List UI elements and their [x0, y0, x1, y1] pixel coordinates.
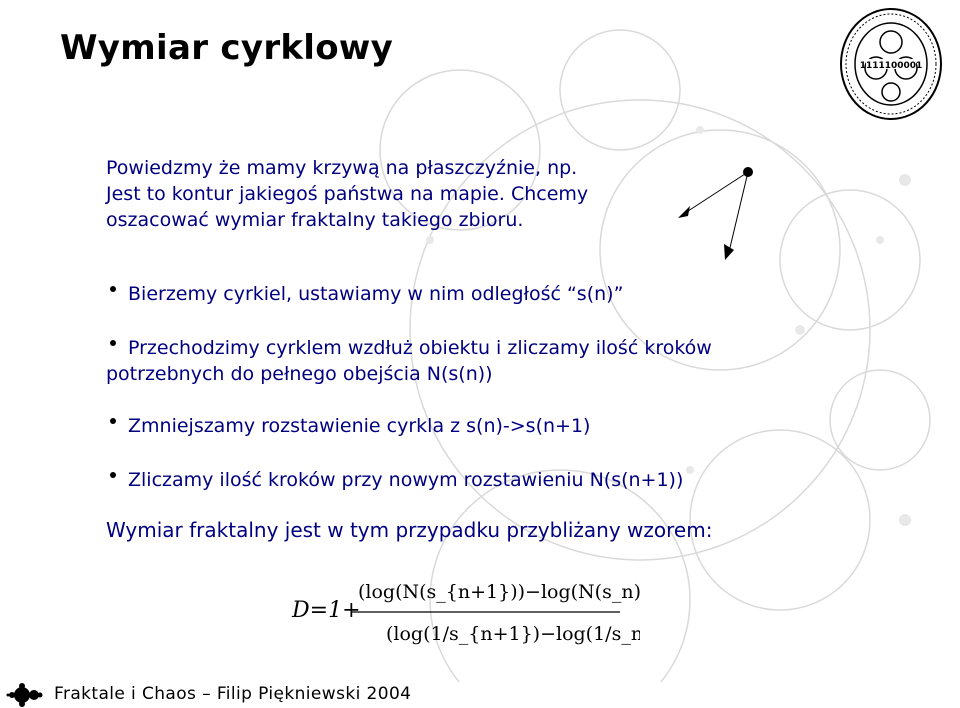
- bullet-text: Bierzemy cyrkiel, ustawiamy w nim odległość “s(n)”: [128, 283, 624, 305]
- bullet-item: [106, 468, 683, 492]
- intro-paragraph: [106, 155, 666, 233]
- logo-text: 1111100001: [859, 61, 923, 71]
- compass-diagram: [670, 160, 770, 270]
- bullet-dot-icon: [110, 418, 116, 424]
- university-seal-logo: [836, 4, 946, 124]
- bullet-item: [106, 282, 623, 306]
- fractal-dimension-formula: [280, 572, 640, 676]
- formula-numerator: (log(N(s_{n+1}))−log(N(s_n))): [358, 581, 640, 603]
- formula-lhs: D=1+: [292, 598, 361, 623]
- bullet-item: [106, 414, 590, 438]
- intro-line: Jest to kontur jakiegoś państwa na mapie. Chcemy: [106, 183, 589, 205]
- bullet-dot-icon: [110, 472, 116, 478]
- bullet-text: Zliczamy ilość kroków przy nowym rozstawieniu N(s(n+1)): [128, 469, 684, 491]
- bullet-text: Zmniejszamy rozstawienie cyrkla z s(n)->s(n+1): [128, 415, 591, 437]
- intro-line: Powiedzmy że mamy krzywą na płaszczyźnie, np.: [106, 157, 578, 179]
- intro-line: oszacować wymiar fraktalny takiego zbioru.: [106, 209, 524, 231]
- formula-denominator: (log(1/s_{n+1})−log(1/s_n)): [386, 623, 640, 645]
- bullet-dot-icon: [110, 286, 116, 292]
- bullet-text: Przechodzimy cyrklem wzdłuż obiektu i zliczamy ilość kroków: [128, 337, 712, 359]
- bullet-continuation: potrzebnych do pełnego obejścia N(s(n)): [106, 363, 493, 385]
- formula-intro-text: Wymiar fraktalny jest w tym przypadku przybliżany wzorem:: [106, 518, 713, 542]
- bullet-dot-icon: [110, 340, 116, 346]
- fractal-footer-icon: [4, 682, 48, 708]
- page-title: Wymiar cyrklowy: [60, 28, 394, 68]
- footer: [0, 682, 960, 708]
- footer-text: Fraktale i Chaos – Filip Piękniewski 2004: [54, 684, 412, 704]
- bullet-item: [106, 336, 712, 360]
